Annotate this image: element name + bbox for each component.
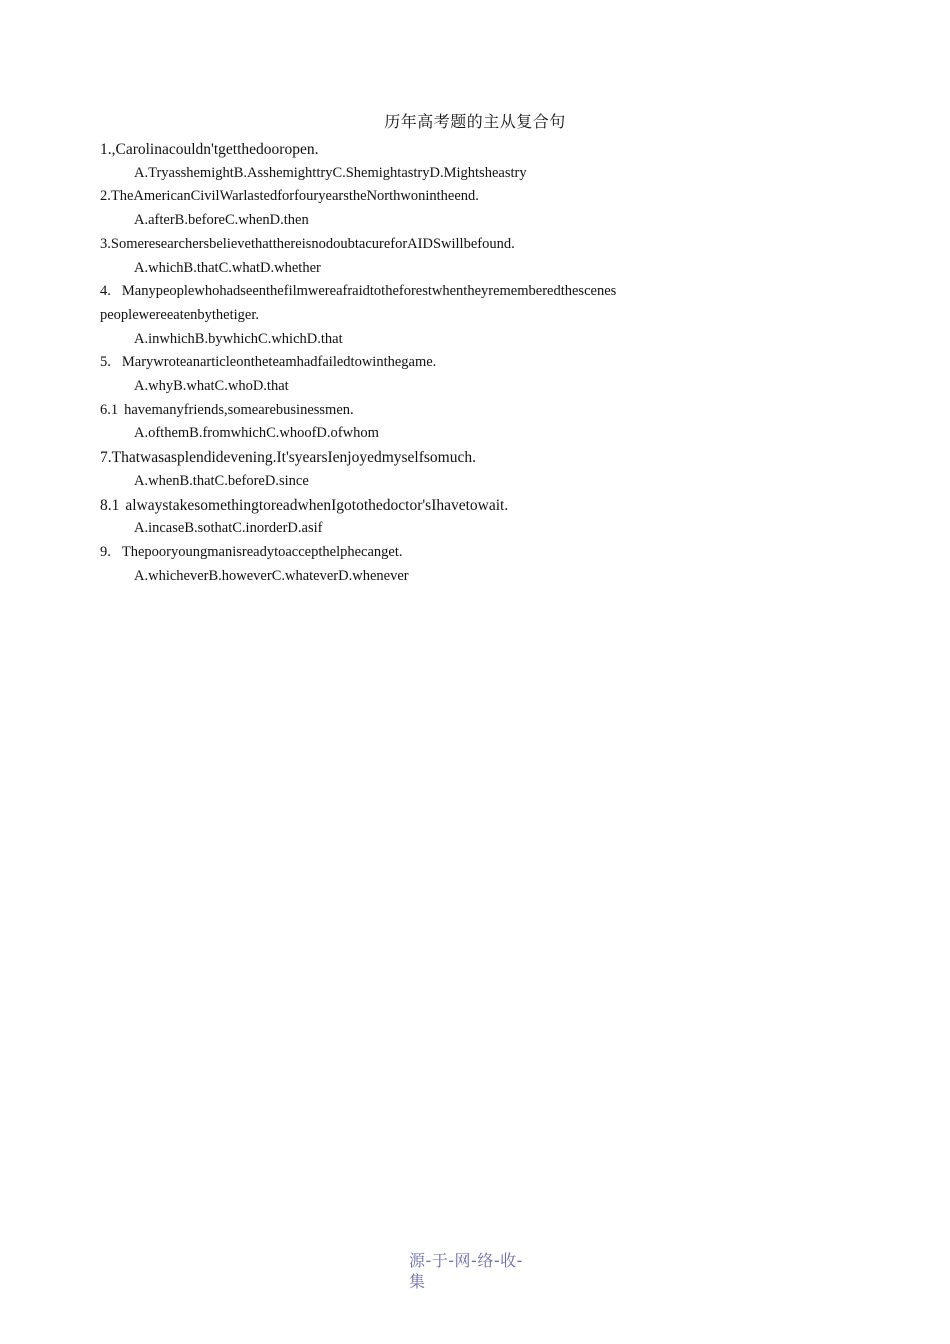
question-text: TheAmericanCivilWarlastedforfouryearstheNorthwonintheend. [110, 188, 479, 205]
question-number: 9. [100, 543, 111, 560]
question-8-options: A.incaseB.sothatC.inorderD.asif [134, 520, 323, 537]
question-9-stem [100, 541, 860, 565]
question-number: 1. [100, 141, 112, 158]
footer-line-2: 集 [409, 1272, 426, 1291]
question-text: Manypeoplewhohadseenthefilmwereafraidtotheforestwhentheyrememberedthescenes [121, 283, 617, 300]
question-7-stem [100, 446, 860, 470]
question-text: Thepooryoungmanisreadytoaccepthelphecanget. [121, 543, 403, 560]
question-1-stem [100, 138, 860, 162]
question-5-stem [100, 351, 860, 375]
question-text: SomeresearchersbelievethatthereisnodoubtacureforAIDSwillbefound. [110, 235, 515, 252]
question-4-options: A.inwhichB.bywhichC.whichD.that [134, 330, 343, 347]
question-5-options: A.whyB.whatC.whoD.that [134, 378, 289, 395]
question-number: 4. [100, 283, 111, 300]
question-number: 2. [100, 188, 111, 205]
question-3-stem [100, 233, 860, 257]
question-list [100, 138, 860, 588]
question-number: 8.1 [100, 496, 120, 514]
question-7-options: A.whenB.thatC.beforeD.since [134, 472, 309, 489]
document-title: 历年高考题的主从复合句 [384, 114, 566, 131]
question-text: ,Carolinacouldn'tgetthedooropen. [111, 141, 319, 158]
question-number: 6.1 [100, 401, 119, 418]
question-4-stem [100, 280, 860, 304]
question-text: Thatwasasplendidevening.It'syearsIenjoyedmyselfsomuch. [111, 449, 476, 467]
question-number: 3. [100, 235, 111, 252]
question-9-options: A.whicheverB.howeverC.whateverD.whenever [134, 567, 409, 584]
question-text: alwaystakesomethingtoreadwhenIgotothedoctor'sIhavetowait. [125, 496, 509, 514]
question-6-stem [100, 399, 860, 423]
question-3-options: A.whichB.thatC.whatD.whether [134, 259, 321, 276]
footer-line-1: 源-于-网-络-收- [409, 1251, 523, 1270]
question-4-stem-continued: peoplewereeatenbythetiger. [100, 306, 260, 323]
question-6-options: A.ofthemB.fromwhichC.whoofD.ofwhom [134, 425, 379, 442]
question-number: 7. [100, 449, 112, 467]
question-number: 5. [100, 354, 111, 371]
question-8-stem [100, 494, 860, 518]
question-2-options: A.afterB.beforeC.whenD.then [134, 212, 309, 229]
page-footer [409, 1250, 529, 1292]
question-1-options: A.TryasshemightB.AsshemighttryC.ShemightastryD.Mightsheastry [134, 164, 527, 181]
question-2-stem [100, 185, 860, 209]
question-text: havemanyfriends,somearebusinessmen. [124, 401, 354, 418]
question-text: Marywroteanarticleontheteamhadfailedtowinthegame. [121, 354, 437, 371]
